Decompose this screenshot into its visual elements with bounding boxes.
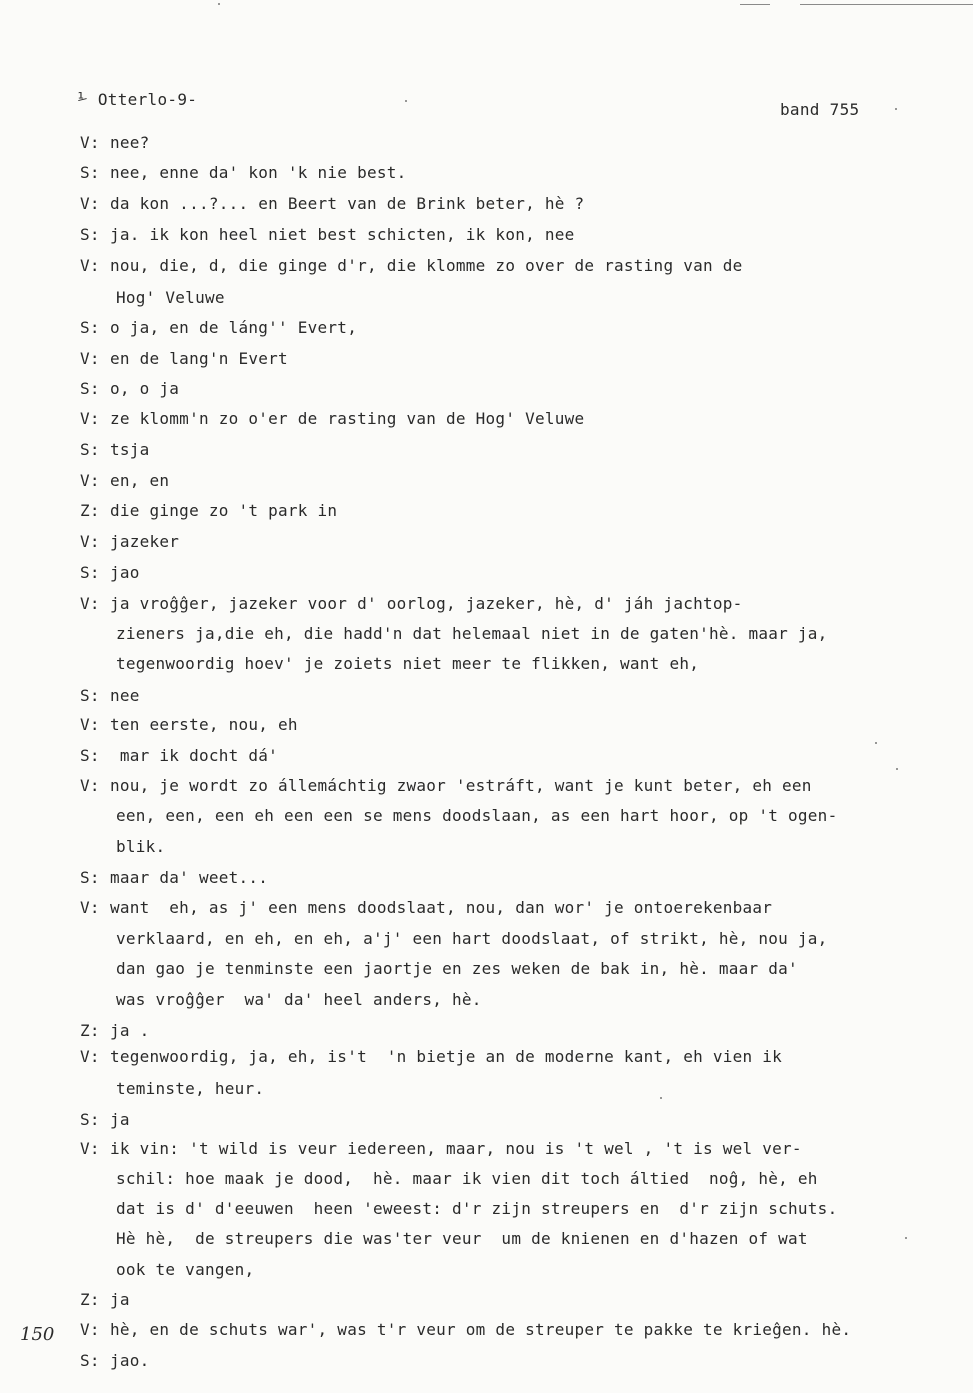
transcript-line	[80, 409, 584, 429]
transcript-line	[80, 776, 812, 796]
transcript-line	[80, 349, 288, 369]
band-number: band 755	[780, 100, 860, 119]
utterance-text: Hog' Veluwe	[116, 288, 225, 307]
transcript-line	[80, 715, 298, 735]
utterance-text: jao	[110, 563, 140, 582]
utterance-text: ja	[110, 1290, 130, 1309]
speaker-label: S:	[80, 1110, 100, 1129]
speaker-label: S:	[80, 563, 100, 582]
speaker-label: V:	[80, 194, 100, 213]
utterance-text: ja vroĝĝer, jazeker voor d' oorlog, jazeker, hè, d' jáh jachtop-	[110, 594, 743, 613]
transcript-line	[80, 133, 150, 153]
speaker-label: V:	[80, 133, 100, 152]
transcript-line-continuation	[116, 990, 482, 1010]
paper-speck	[875, 742, 877, 744]
speaker-label: V:	[80, 1320, 100, 1339]
speaker-label: Z:	[80, 501, 100, 520]
speaker-label: V:	[80, 776, 100, 795]
transcript-line	[80, 1351, 150, 1371]
utterance-text: da kon ...?... en Beert van de Brink beter, hè ?	[110, 194, 585, 213]
transcript-line	[80, 318, 357, 338]
transcript-line	[80, 1320, 851, 1340]
transcript-line-continuation	[116, 654, 699, 674]
transcript-line	[80, 746, 278, 766]
paper-speck	[405, 100, 407, 102]
speaker-label: S:	[80, 163, 100, 182]
transcript-line-continuation	[116, 288, 225, 308]
transcript-line	[80, 1110, 130, 1130]
speaker-label: S:	[80, 686, 100, 705]
transcript-line-continuation	[116, 624, 828, 644]
utterance-text: nee, enne da' kon 'k nie best.	[110, 163, 407, 182]
transcript-line	[80, 1290, 130, 1310]
utterance-text: ze klomm'n zo o'er de rasting van de Hog' Veluwe	[110, 409, 585, 428]
top-rule	[800, 4, 973, 5]
utterance-text: die ginge zo 't park in	[110, 501, 338, 520]
utterance-text: verklaard, en eh, en eh, a'j' een hart doodslaat, of strikt, hè, nou ja,	[116, 929, 828, 948]
speaker-label: S:	[80, 868, 100, 887]
transcript-line	[80, 868, 268, 888]
transcript-line-continuation	[116, 1079, 264, 1099]
paper-speck	[895, 108, 897, 110]
speaker-label: V:	[80, 532, 100, 551]
utterance-text: nou, je wordt zo állemáchtig zwaor 'estráft, want je kunt beter, eh een	[110, 776, 812, 795]
utterance-text: tegenwoordig, ja, eh, is't 'n bietje an de moderne kant, eh vien ik	[110, 1047, 783, 1066]
transcript-line	[80, 501, 337, 521]
utterance-text: dan gao je tenminste een jaortje en zes weken de bak in, hè. maar da'	[116, 959, 798, 978]
utterance-text: tegenwoordig hoev' je zoiets niet meer te flikken, want eh,	[116, 654, 700, 673]
transcript-line-continuation	[116, 1229, 808, 1249]
speaker-label: Z:	[80, 1290, 100, 1309]
transcript-line	[80, 379, 179, 399]
speaker-label: V:	[80, 1047, 100, 1066]
paper-speck	[896, 768, 898, 770]
utterance-text: een, een, een eh een een se mens doodslaan, as een hart hoor, op 't ogen-	[116, 806, 838, 825]
utterance-text: ten eerste, nou, eh	[110, 715, 298, 734]
utterance-text: dat is d' d'eeuwen heen 'eweest: d'r zijn streupers en d'r zijn schuts.	[116, 1199, 838, 1218]
paper-speck	[218, 3, 220, 5]
transcript-line-continuation	[116, 837, 165, 857]
transcript-line-continuation	[116, 929, 828, 949]
speaker-label: S:	[80, 318, 100, 337]
utterance-text: ja. ik kon heel niet best schicten, ik kon, nee	[110, 225, 575, 244]
transcript-line	[80, 532, 179, 552]
utterance-text: nou, die, d, die ginge d'r, die klomme zo over de rasting van de	[110, 256, 743, 275]
utterance-text: schil: hoe maak je dood, hè. maar ik vien dit toch áltied noĝ, hè, eh	[116, 1169, 818, 1188]
speaker-label: Z:	[80, 1021, 100, 1040]
transcript-line-continuation	[116, 1169, 818, 1189]
speaker-label: S:	[80, 746, 100, 765]
paper-speck	[905, 1237, 907, 1239]
utterance-text: want eh, as j' een mens doodslaat, nou, dan wor' je ontoerekenbaar	[110, 898, 773, 917]
utterance-text: Hè hè, de streupers die was'ter veur um de knienen en d'hazen of wat	[116, 1229, 808, 1248]
speaker-label: S:	[80, 225, 100, 244]
speaker-label: V:	[80, 349, 100, 368]
utterance-text: o ja, en de láng'' Evert,	[110, 318, 358, 337]
transcript-line	[80, 1139, 802, 1159]
transcript-line	[80, 563, 140, 583]
transcript-line	[80, 194, 584, 214]
top-rule	[740, 4, 770, 5]
utterance-text: o, o ja	[110, 379, 180, 398]
transcript-line	[80, 440, 150, 460]
utterance-text: nee?	[110, 133, 150, 152]
speaker-label: V:	[80, 409, 100, 428]
transcript-line-continuation	[116, 1199, 837, 1219]
speaker-label: V:	[80, 898, 100, 917]
utterance-text: hè, en de schuts war', was t'r veur om de streuper te pakke te krieĝen. hè.	[110, 1320, 852, 1339]
utterance-text: ja .	[110, 1021, 150, 1040]
speaker-label: S:	[80, 1351, 100, 1370]
transcript-line-continuation	[116, 1260, 254, 1280]
transcript-line	[80, 225, 575, 245]
speaker-label: S:	[80, 440, 100, 459]
transcript-line	[80, 256, 743, 276]
speaker-label: V:	[80, 471, 100, 490]
transcript-line	[80, 898, 772, 918]
utterance-text: ik vin: 't wild is veur iedereen, maar, nou is 't wel , 't is wel ver-	[110, 1139, 802, 1158]
page-title: ⅟ Otterlo-9-	[78, 90, 198, 109]
speaker-label: V:	[80, 715, 100, 734]
margin-number: 150	[20, 1324, 55, 1345]
utterance-text: ja	[110, 1110, 130, 1129]
utterance-text: ook te vangen,	[116, 1260, 255, 1279]
utterance-text: zieners ja,die eh, die hadd'n dat helemaal niet in de gaten'hè. maar ja,	[116, 624, 828, 643]
utterance-text: mar ik docht dá'	[110, 746, 279, 765]
transcript-line	[80, 686, 140, 706]
transcript-line	[80, 1047, 782, 1067]
speaker-label: S:	[80, 379, 100, 398]
utterance-text: was vroĝĝer wa' da' heel anders, hè.	[116, 990, 482, 1009]
utterance-text: jazeker	[110, 532, 180, 551]
transcript-line	[80, 163, 406, 183]
speaker-label: V:	[80, 594, 100, 613]
utterance-text: en, en	[110, 471, 170, 490]
paper-speck	[660, 1097, 662, 1099]
speaker-label: V:	[80, 256, 100, 275]
utterance-text: maar da' weet...	[110, 868, 269, 887]
transcript-line-continuation	[116, 806, 837, 826]
transcript-line	[80, 594, 743, 614]
transcript-line	[80, 1021, 150, 1041]
utterance-text: en de lang'n Evert	[110, 349, 288, 368]
speaker-label: V:	[80, 1139, 100, 1158]
utterance-text: tsja	[110, 440, 150, 459]
transcript-line	[80, 471, 169, 491]
transcript-line-continuation	[116, 959, 798, 979]
utterance-text: nee	[110, 686, 140, 705]
utterance-text: blik.	[116, 837, 166, 856]
utterance-text: teminste, heur.	[116, 1079, 265, 1098]
utterance-text: jao.	[110, 1351, 150, 1370]
